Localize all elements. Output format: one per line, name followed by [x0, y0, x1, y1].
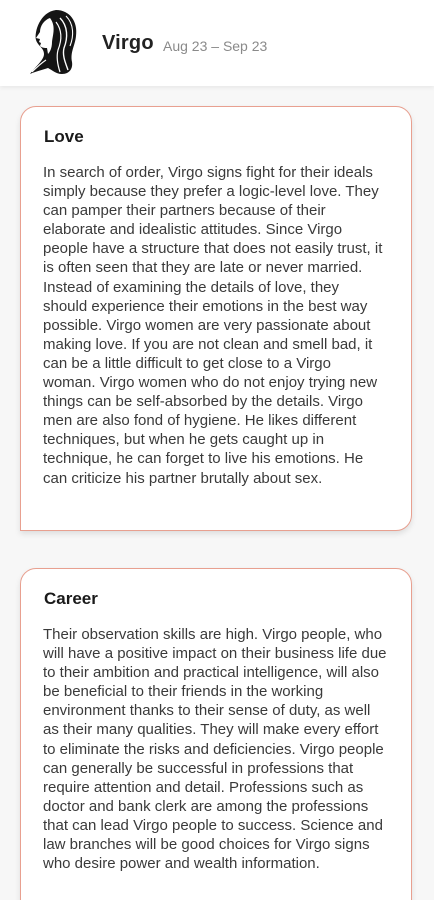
virgo-silhouette-icon: [26, 8, 78, 76]
career-card: [20, 568, 412, 900]
love-card-title: Love: [44, 127, 84, 146]
career-card-text: Their observation skills are high. Virgo people, who will have a positive impact on their business life due to their ambition and practical intelligence, will also be beneficial to their friends in the working environment thanks to their sense of duty, as well as their many qualities. They will make every effort to eliminate the risks and deficiencies. Virgo people can generally be successful in professions that require attention and detail. Professions such as doctor and bank clerk are among the professions that can lead Virgo people to success. Science and law branches will be good choices for Virgo signs who desire power and wealth information.: [43, 626, 387, 873]
love-card: [20, 106, 412, 531]
sign-date-range: Aug 23 – Sep 23: [163, 38, 268, 54]
love-card-text: In search of order, Virgo signs fight for their ideals simply because they prefer a logic-level love. They can pamper their partners because of their elaborate and idealistic attitudes. Since Virgo people have a structure that does not easily trust, it is often seen that they are late or never married. Instead of examining the details of love, they should experience their emotions in the best way possible. Virgo women are very passionate about making love. If you are not clean and smell bad, it can be a little difficult to get close to a Virgo woman. Virgo women who do not enjoy trying new things can be self-absorbed by the details. Virgo men are also fond of hygiene. He likes different techniques, but when he gets caught up in technique, he can forget to live his emotions. He can criticize his partner brutally about sex.: [43, 164, 383, 487]
zodiac-header: [0, 0, 434, 86]
horoscope-content[interactable]: [0, 86, 434, 900]
career-card-title: Career: [44, 589, 98, 608]
sign-name: Virgo: [102, 32, 154, 54]
